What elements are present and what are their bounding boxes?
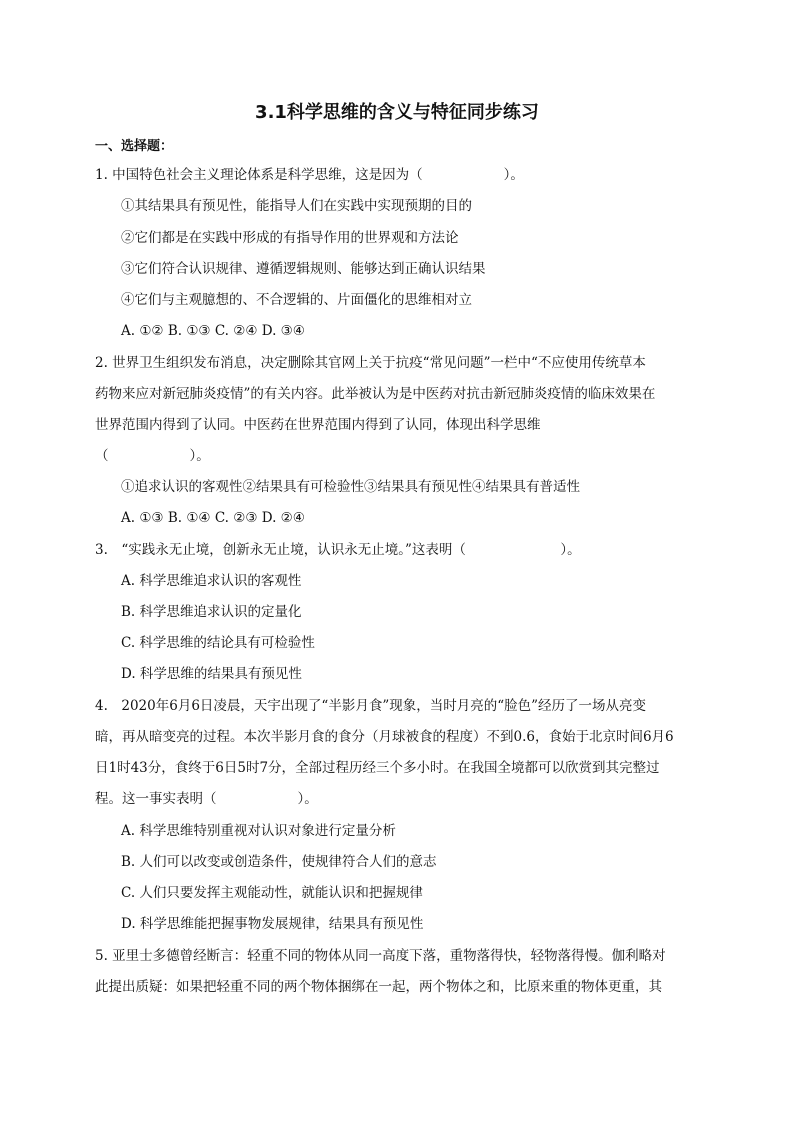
q4-stem-line: 日1时43分，食终于6日5时7分，全部过程历经三个多小时。在我国全境都可以欣赏到其完整过 — [95, 760, 660, 776]
q1-item: ③它们符合认识规律、遵循逻辑规则、能够达到正确认识结果 — [121, 261, 486, 277]
q2-stem-line: 世界范围内得到了认同。中医药在世界范围内得到了认同，体现出科学思维 — [95, 417, 541, 433]
q4-stem-line: 4. 2020年6月6日凌晨，天宇出现了“半影月食”现象，当时月亮的“脸色”经历了一场从亮变 — [95, 698, 647, 714]
q4-option: A. 科学思维特别重视对认识对象进行定量分析 — [121, 823, 396, 839]
q1-item: ①其结果具有预见性，能指导人们在实践中实现预期的目的 — [121, 198, 472, 214]
q4-option: C. 人们只要发挥主观能动性，就能认识和把握规律 — [121, 885, 423, 901]
q5-stem-line: 5. 亚里士多德曾经断言：轻重不同的物体从同一高度下落，重物落得快，轻物落得慢。伽利略对 — [95, 948, 666, 964]
q2-stem-line: （ ）。 — [95, 448, 210, 464]
q4-stem-line: 暗，再从暗变亮的过程。本次半影月食的食分（月球被食的程度）不到0.6，食始于北京时间6月6 — [95, 729, 674, 745]
q3-option: B. 科学思维追求认识的定量化 — [121, 604, 302, 620]
q2-stem-line: 药物来应对新冠肺炎疫情”的有关内容。此举被认为是中医药对抗击新冠肺炎疫情的临床效果在 — [95, 386, 656, 402]
q2-items: ①追求认识的客观性②结果具有可检验性③结果具有预见性④结果具有普适性 — [121, 479, 580, 495]
q1-options: A. ①② B. ①③ C. ②④ D. ③④ — [121, 323, 305, 339]
q4-option: D. 科学思维能把握事物发展规律，结果具有预见性 — [121, 916, 424, 932]
section-heading: 一、选择题： — [95, 139, 174, 154]
q1-item: ④它们与主观臆想的、不合逻辑的、片面僵化的思维相对立 — [121, 292, 472, 308]
q1-stem: 1. 中国特色社会主义理论体系是科学思维，这是因为（ ）。 — [95, 167, 524, 183]
q5-stem-line: 此提出质疑：如果把轻重不同的两个物体捆绑在一起，两个物体之和，比原来重的物体更重，其 — [95, 979, 662, 995]
q2-stem-line: 2. 世界卫生组织发布消息，决定删除其官网上关于抗疫“常见问题”一栏中“不应使用传统草本 — [95, 355, 646, 371]
q4-option: B. 人们可以改变或创造条件，使规律符合人们的意志 — [121, 854, 437, 870]
q3-stem: 3. “实践永无止境，创新永无止境，认识永无止境。”这表明（ ）。 — [95, 542, 581, 558]
q4-stem-line: 程。这一事实表明（ ）。 — [95, 791, 318, 807]
q3-option: C. 科学思维的结论具有可检验性 — [121, 635, 315, 651]
q3-option: A. 科学思维追求认识的客观性 — [121, 573, 302, 589]
q3-option: D. 科学思维的结果具有预见性 — [121, 666, 302, 682]
q1-item: ②它们都是在实践中形成的有指导作用的世界观和方法论 — [121, 230, 459, 246]
q2-options: A. ①③ B. ①④ C. ②③ D. ②④ — [121, 510, 305, 526]
page-title: 3.1科学思维的含义与特征同步练习 — [255, 102, 539, 123]
